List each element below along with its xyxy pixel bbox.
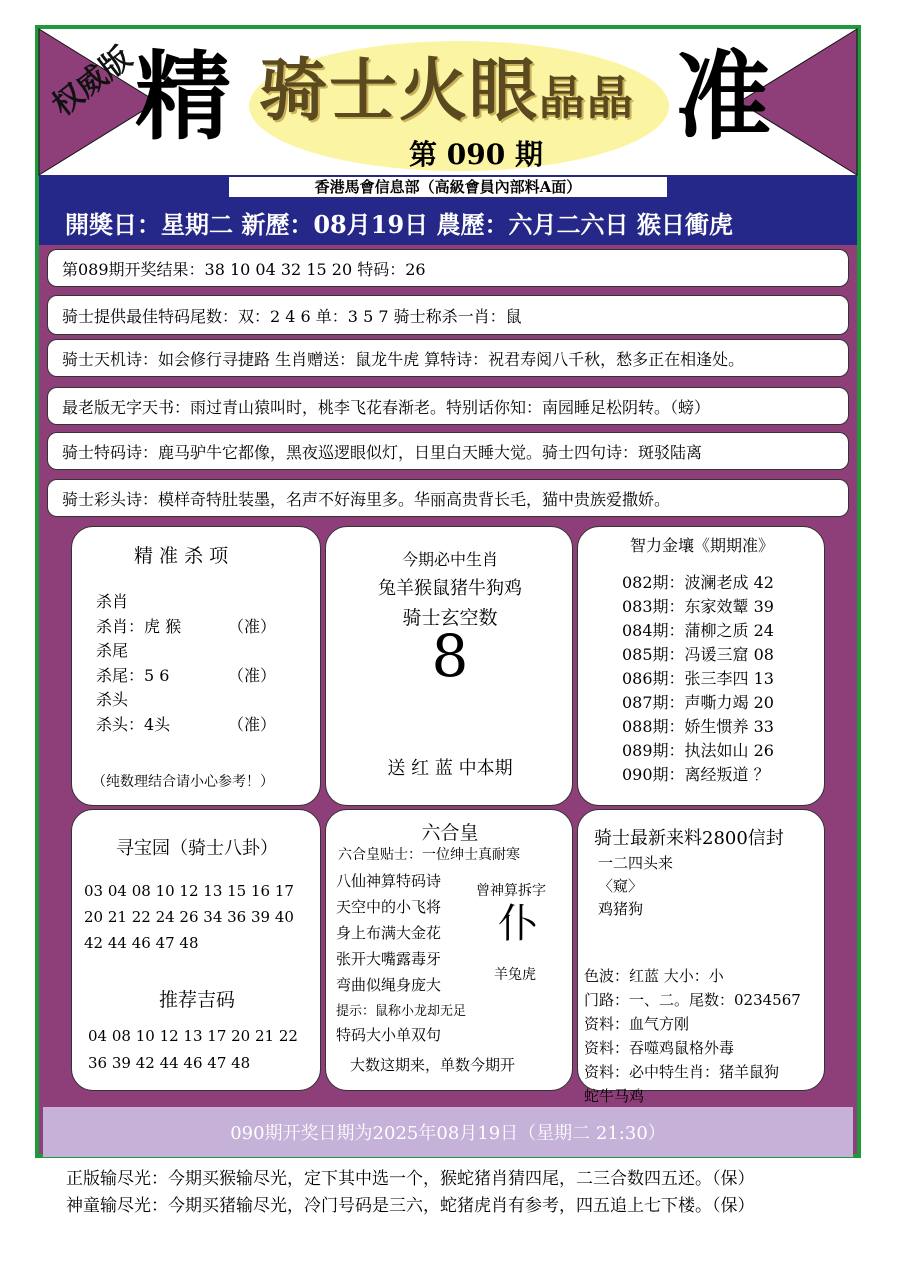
center-title: 今期必中生肖 [401, 550, 498, 569]
kill-item: 杀尾：5 6 （准） [96, 665, 277, 685]
letters-info [584, 964, 801, 1108]
letters-line: 门路：一、二。尾数：0234567 [584, 991, 801, 1009]
letters-line: 资料：必中特生肖：猪羊鼠狗 [584, 1063, 780, 1081]
liuhe-line2: 大数这期来，单数今期开 [350, 1056, 516, 1074]
center-box [325, 526, 573, 806]
center-send: 送 红 蓝 中本期 [387, 758, 513, 779]
poem-line: 身上布满大金花 [336, 924, 442, 942]
god-title: 曾神算拆字 [476, 883, 546, 899]
kill-item: 杀尾 [96, 641, 129, 660]
recommend-numbers [88, 1023, 298, 1077]
split-answer: 羊兔虎 [494, 967, 536, 983]
special-poem-row: 骑士特码诗：鹿马驴牛它都像，黑夜巡逻眼似灯，日里白天睡大觉。骑士四句诗：斑驳陆离 [47, 432, 849, 470]
main-frame [35, 25, 861, 1158]
info-label: 香港馬會信息部（高級會員內部料A面） [229, 177, 667, 197]
brand-suffix: 晶晶 [539, 71, 636, 125]
draw-date-footer: 090期开奖日期为2025年08月19日（星期二 21:30） [43, 1107, 853, 1157]
letters-line: 资料：血气方刚 [584, 1015, 690, 1033]
poem-title: 八仙神算特码诗 [336, 872, 442, 890]
wisdom-list [622, 571, 774, 787]
wisdom-box [577, 526, 825, 806]
title-right-char: 准 [675, 40, 771, 153]
kill-list [96, 590, 276, 737]
wisdom-item: 089期：执法如山 26 [622, 741, 774, 760]
liuhe-hint: 提示：鼠称小龙却无足 [336, 1004, 467, 1019]
wisdom-item: 085期：冯谖三窟 08 [622, 645, 774, 664]
treasure-title: 寻宝园（骑士八卦） [116, 838, 278, 859]
wisdom-item: 090期：离经叛道 ？ [622, 765, 770, 784]
number-line: 36 39 42 44 46 47 48 [88, 1054, 251, 1072]
letters-line: 蛇牛马鸡 [584, 1087, 645, 1105]
kill-note: （纯数理结合请小心参考！） [92, 774, 274, 790]
kill-item: 杀头 [96, 690, 129, 709]
liuhe-tip: 六合皇贴士：一位绅士真耐寒 [338, 847, 520, 863]
number-line: 04 08 10 12 13 17 20 21 22 [88, 1027, 298, 1045]
letters-line: 〈窥〉 [598, 877, 644, 895]
title-left-char: 精 [135, 40, 231, 153]
wisdom-title: 智力金壤《期期准》 [629, 536, 774, 555]
wisdom-item: 086期：张三李四 13 [622, 669, 774, 688]
treasure-box [71, 809, 321, 1091]
letters-line: 一二四头来 [598, 854, 674, 872]
letters-line: 鸡猪狗 [598, 900, 644, 918]
liuhe-box [325, 809, 573, 1091]
poem-line: 弯曲似绳身庞大 [336, 976, 442, 994]
center-number: 8 [431, 622, 469, 690]
center-animals: 兔羊猴鼠猪牛狗鸡 [378, 578, 522, 599]
info-bar [39, 175, 857, 245]
wisdom-item: 088期：娇生惯养 33 [622, 717, 774, 736]
issue-number: 第 090 期 [409, 138, 543, 171]
brand-title [259, 51, 636, 131]
wisdom-item: 082期：波澜老成 42 [622, 573, 774, 592]
header [39, 29, 857, 175]
kill-title: 精 准 杀 项 [134, 545, 229, 567]
number-line: 42 44 46 47 48 [84, 934, 199, 952]
liuhe-title: 六合皇 [421, 822, 479, 844]
split-char: 仆 [498, 901, 538, 947]
book-row: 最老版无字天书：雨过青山猿叫时，桃李飞花春渐老。特别话你知：南园睡足松阴转。（螃） [47, 387, 849, 425]
lottery-poem-row: 骑士彩头诗：模样奇特肚装墨，名声不好海里多。华丽高贵背长毛，猫中贵族爱撒娇。 [47, 479, 849, 517]
bottom-line: 正版输尽光：今期买猴输尽光，定下其中选一个，猴蛇猪肖猜四尾，二三合数四五还。（保） [66, 1169, 755, 1189]
letters-line: 资料：吞噬鸡鼠格外毒 [584, 1039, 735, 1057]
poem-line: 张开大嘴露毒牙 [336, 950, 442, 968]
wisdom-item: 083期：东家效颦 39 [622, 597, 774, 616]
kill-item: 杀肖 [96, 592, 129, 611]
letters-box [577, 809, 825, 1105]
draw-date-line: 開獎日：星期二 新歷：08月19日 農歷：六月二六日 猴日衝虎 [65, 210, 733, 239]
liuhe-poem [336, 868, 441, 998]
number-line: 03 04 08 10 12 13 15 16 17 [84, 882, 294, 900]
liuhe-line1: 特码大小单双句 [336, 1026, 442, 1044]
letters-line: 色波：红蓝 大小：小 [584, 967, 724, 985]
kill-box [71, 526, 321, 806]
brand-name: 骑士火眼 [259, 51, 540, 131]
recommend-title: 推荐吉码 [158, 989, 235, 1011]
poem-row: 骑士天机诗：如会修行寻捷路 生肖赠送：鼠龙牛虎 算特诗：祝君寿阅八千秋，愁多正在相逢处。 [47, 339, 849, 377]
wisdom-item: 084期：蒲柳之质 24 [622, 621, 774, 640]
treasure-numbers [84, 878, 294, 956]
result-row: 第089期开奖结果：38 10 04 32 15 20 特码：26 [47, 249, 849, 287]
letters-head [598, 852, 673, 921]
authority-label: 权威版 [45, 40, 139, 124]
center-subtitle: 骑士玄空数 [402, 607, 498, 629]
wisdom-item: 087期：声嘶力竭 20 [622, 693, 774, 712]
tail-row: 骑士提供最佳特码尾数：双：2 4 6 单：3 5 7 骑士称杀一肖：鼠 [47, 295, 849, 335]
kill-item: 杀肖：虎 猴 （准） [96, 616, 277, 636]
kill-item: 杀头：4头 （准） [96, 714, 277, 734]
number-line: 20 21 22 24 26 34 36 39 40 [84, 908, 294, 926]
poem-line: 天空中的小飞将 [336, 898, 442, 916]
bottom-line: 神童输尽光：今期买猪输尽光，冷门号码是三六，蛇猪虎肖有参考，四五追上七下楼。（保） [66, 1196, 755, 1216]
letters-title: 骑士最新来料2800信封 [594, 828, 784, 849]
